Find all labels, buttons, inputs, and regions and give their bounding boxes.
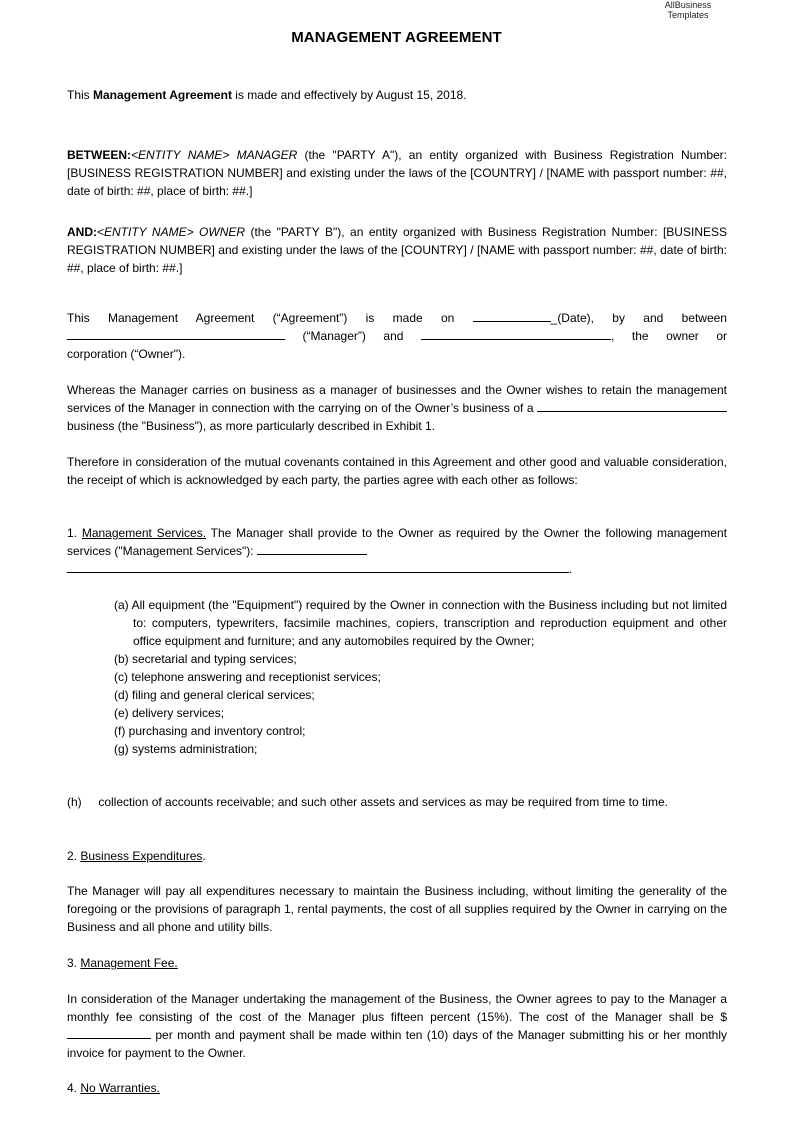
and-paragraph: AND:<ENTITY NAME> OWNER (the "PARTY B"), an entity organized with Business Registration Number: [BUSINESS REGISTRATION NUMBER] and existing under the laws of the [COUNTRY] / [NAME with passport number: ##, date of birth: ##, place of birth: ##.] [67, 225, 727, 275]
services-blank-1[interactable] [257, 542, 367, 555]
fee-amount-blank[interactable] [67, 1026, 151, 1039]
section-3-paragraph: In consideration of the Manager undertaking the management of the Business, the Owner agrees to pay to the Manager a monthly fee consisting of the cost of the Manager plus fifteen percent (15%). The cost of the Manager shall be $ per month and payment shall be made within ten (10) days of the Manager submitting his or her monthly invoice for payment to the Owner. [67, 992, 727, 1060]
and-label: AND: [67, 225, 97, 239]
intro-bold: Management Agreement [93, 88, 232, 102]
section-1: 1. Management Services. The Manager shall provide to the Owner as required by the Owner the following management services ("Management Services"): . [67, 526, 727, 576]
services-blank-2[interactable] [67, 560, 569, 573]
list-item: (b) secretarial and typing services; [114, 652, 297, 666]
item-h-label: (h) [67, 795, 82, 809]
list-item: (e) delivery services; [114, 706, 225, 720]
section-4-heading-line: 4. No Warranties. [67, 1081, 160, 1095]
logo-line-1: AllBusiness [664, 0, 712, 10]
brand-logo [648, 0, 728, 20]
made-on-paragraph [67, 309, 727, 363]
services-list [114, 596, 727, 758]
owner-blank[interactable] [421, 327, 611, 340]
made-on-line-2: (“Manager”) and , the owner or [67, 327, 727, 345]
list-item: (g) systems administration; [114, 742, 258, 756]
made-on-line-1: This Management Agreement (“Agreement”) is made on _(Date), by and between [67, 311, 727, 325]
and-entity: <ENTITY NAME> OWNER [97, 225, 246, 239]
date-blank[interactable] [473, 309, 551, 322]
manager-blank[interactable] [67, 327, 285, 340]
section-3-heading-line: 3. Management Fee. [67, 956, 178, 970]
list-item: (d) filing and general clerical services; [114, 688, 315, 702]
section-3-heading: Management Fee. [80, 956, 178, 970]
between-entity: <ENTITY NAME> MANAGER [131, 148, 298, 162]
section-1-heading: Management Services. [81, 526, 207, 540]
list-item: (f) purchasing and inventory control; [114, 724, 306, 738]
logo-line-2: Templates [667, 10, 709, 20]
list-item: (c) telephone answering and receptionist services; [114, 670, 381, 684]
document-title: MANAGEMENT AGREEMENT [291, 29, 502, 46]
therefore-paragraph: Therefore in consideration of the mutual covenants contained in this Agreement and other good and valuable consideration, the receipt of which is acknowledged by each party, the parties agree with each other as follows: [67, 455, 727, 487]
item-h-paragraph: (h) collection of accounts receivable; and such other assets and services as may be required from time to time. [67, 795, 668, 809]
business-blank[interactable] [537, 399, 727, 412]
whereas-paragraph: Whereas the Manager carries on business as a manager of businesses and the Owner wishes to retain the management services of the Manager in connection with the carrying on of the Owner’s business of a business (the "Business"), as more particularly described in Exhibit 1. [67, 383, 727, 433]
section-2-paragraph: The Manager will pay all expenditures necessary to maintain the Business including, without limiting the generality of the foregoing or the provisions of paragraph 1, rental payments, the cost of all supplies required by the Owner in carrying on the Business and all phone and utility bills. [67, 884, 727, 934]
intro-paragraph: This Management Agreement is made and effectively by August 15, 2018. [67, 88, 467, 102]
list-item: (a) All equipment (the "Equipment") required by the Owner in connection with the Business including but not limited to: computers, typewriters, facsimile machines, copiers, transcription and reproduction equipment and other office equipment and furniture; and any automobiles required by the Owner; [114, 598, 728, 648]
section-2-heading-line: 2. Business Expenditures. [67, 849, 206, 863]
between-label: BETWEEN: [67, 148, 131, 162]
section-4-heading: No Warranties. [80, 1081, 160, 1095]
made-on-line-3: corporation (“Owner"). [67, 347, 186, 361]
between-paragraph: BETWEEN:<ENTITY NAME> MANAGER (the "PARTY A"), an entity organized with Business Registration Number: [BUSINESS REGISTRATION NUMBER] and existing under the laws of the [COUNTRY] / [NAME with passport number: ##, date of birth: ##, place of birth: ##.] [67, 148, 727, 198]
section-2-heading: Business Expenditures [80, 849, 203, 863]
